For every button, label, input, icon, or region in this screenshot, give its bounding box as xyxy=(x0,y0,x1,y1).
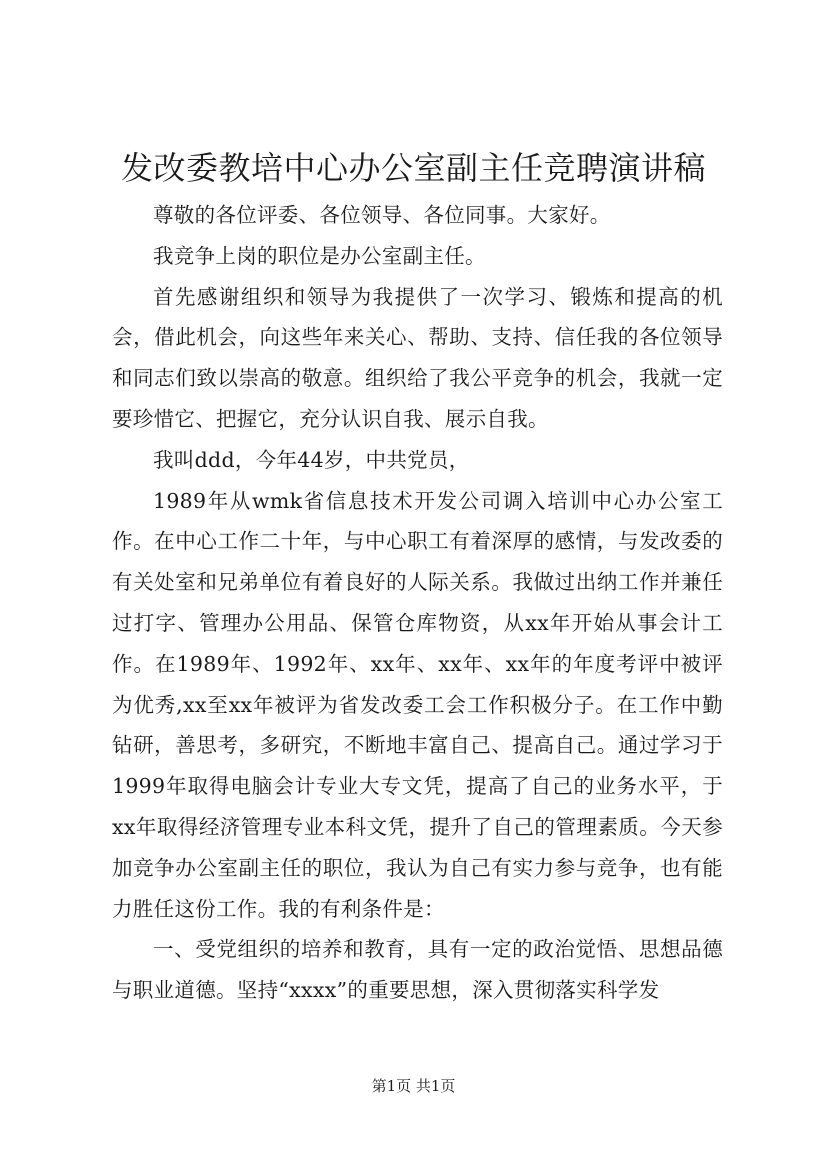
paragraph-experience: 1989年从wmk省信息技术开发公司调入培训中心办公室工作。在中心工作二十年，与中心职工有着深厚的感情，与发改委的有关处室和兄弟单位有着良好的人际关系。我做过出纳工作并兼任过打字、管理办公用品、保管仓库物资，从xx年开始从事会计工作。在1989年、1992年、xx年、xx年、xx年的年度考评中被评为优秀,xx至xx年被评为省发改委工会工作积极分子。在工作中勤钻研，善思考，多研究，不断地丰富自己、提高自己。通过学习于1999年取得电脑会计专业大专文凭，提高了自己的业务水平，于xx年取得经济管理专业本科文凭，提升了自己的管理素质。今天参加竞争办公室副主任的职位，我认为自己有实力参与竞争，也有能力胜任这份工作。我的有利条件是： xyxy=(112,488,723,921)
document-title: 发改委教培中心办公室副主任竞聘演讲稿 xyxy=(120,149,706,187)
paragraph-thanks: 首先感谢组织和领导为我提供了一次学习、锻炼和提高的机会，借此机会，向这些年来关心、帮助、支持、信任我的各位领导和同志们致以崇高的敬意。组织给了我公平竞争的机会，我就一定要珍惜它、把握它，充分认识自我、展示自我。 xyxy=(112,284,723,431)
paragraph-position: 我竞争上岗的职位是办公室副主任。 xyxy=(153,243,486,268)
document-body xyxy=(112,195,723,1011)
paragraph-greeting: 尊敬的各位评委、各位领导、各位同事。大家好。 xyxy=(153,203,611,227)
paragraph-introduction: 我叫ddd，今年44岁，中共党员， xyxy=(153,447,470,472)
page-number-footer: 第1页 共1页 xyxy=(371,1077,456,1095)
paragraph-condition-one: 一、受党组织的培养和教育，具有一定的政治觉悟、思想品德与职业道德。坚持“xxxx”的重要思想，深入贯彻落实科学发 xyxy=(112,937,723,1003)
